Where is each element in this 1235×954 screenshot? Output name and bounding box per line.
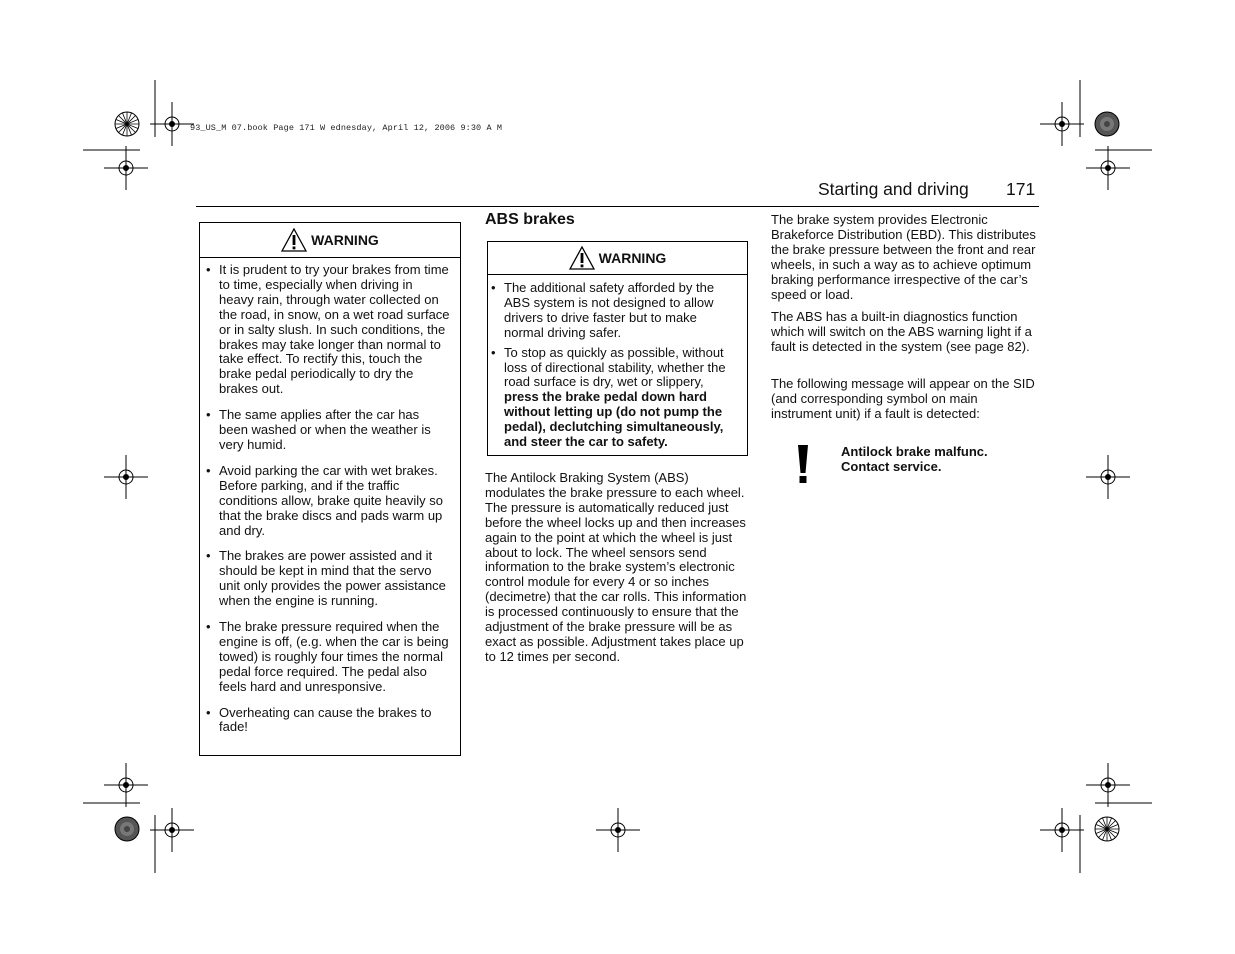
sid-paragraph: The following message will appear on the SID (and corresponding symbol on main instrument unit) if a fault is detected: bbox=[771, 376, 1035, 421]
diagnostics-paragraph: The ABS has a built-in diagnostics function which will switch on the ABS warning light if a fault is detected in the system (see page 82). bbox=[771, 309, 1032, 354]
list-item: • The additional safety afforded by the ABS system is not designed to allow drivers to drive faster but to make normal driving safer. bbox=[488, 281, 737, 341]
sid-message-line2: Contact service. bbox=[841, 459, 942, 474]
list-item: • Avoid parking the car with wet brakes. Before parking, and if the traffic conditions allow, brake quite heavily so that the brake discs and pads warm up and dry. bbox=[203, 464, 450, 539]
item-text: To stop as quickly as possible, without loss of directional stability, whether the road surface is dry, wet or slippery, bbox=[504, 344, 726, 390]
list-item: • The brake pressure required when the engine is off, (e.g. when the car is being towed) is roughly four times the normal pedal force required. The pedal also feels hard and unresponsive. bbox=[203, 620, 450, 695]
abs-description: The Antilock Braking System (ABS) modulates the brake pressure to each wheel. The pressure is automatically reduced just before the wheel locks up and then increases again to the point at which the wheel is just about to lock. The wheel sensors send information to the brake system’s electronic control module for every 4 or so inches (decimetre) that the car rolls. This information is processed continuously to ensure that the adjustment of the brake pressure will be as exact as possible. Adjustment takes place up to 12 times per second. bbox=[485, 470, 747, 664]
list-item: • The same applies after the car has been washed or when the weather is very humid. bbox=[203, 408, 450, 453]
list-item: • It is prudent to try your brakes from time to time, especially when driving in heavy rain, through water collected on the road, in snow, on a wet road surface or in salty slush. In such conditions, the brakes may take longer than normal to take effect. To rectify this, touch the brake pedal periodically to dry the brakes out. bbox=[203, 263, 450, 397]
print-slug: 93_US_M 07.book Page 171 W ednesday, April 12, 2006 9:30 A M bbox=[190, 123, 503, 133]
page-number: 171 bbox=[1006, 179, 1036, 199]
section-title: Starting and driving bbox=[818, 179, 969, 199]
section-heading: ABS brakes bbox=[485, 211, 575, 228]
sid-message-line1: Antilock brake malfunc. bbox=[841, 444, 988, 459]
list-item: • Overheating can cause the brakes to fade! bbox=[203, 706, 450, 736]
list-item: • The brakes are power assisted and it should be kept in mind that the servo unit only provides the power assistance when the engine is running. bbox=[203, 549, 450, 609]
item-text-bold: press the brake pedal down hard without letting up (do not pump the pedal), declutching simultaneously, and steer the car to safety. bbox=[504, 389, 724, 450]
ebd-paragraph: The brake system provides Electronic Brakeforce Distribution (EBD). This distributes the brake pressure between the front and rear wheels, in such a way as to achieve optimum braking performance irrespective of the car’s speed or load. bbox=[771, 212, 1036, 302]
warning-label: WARNING bbox=[311, 232, 379, 248]
warning-label: WARNING bbox=[598, 250, 667, 266]
